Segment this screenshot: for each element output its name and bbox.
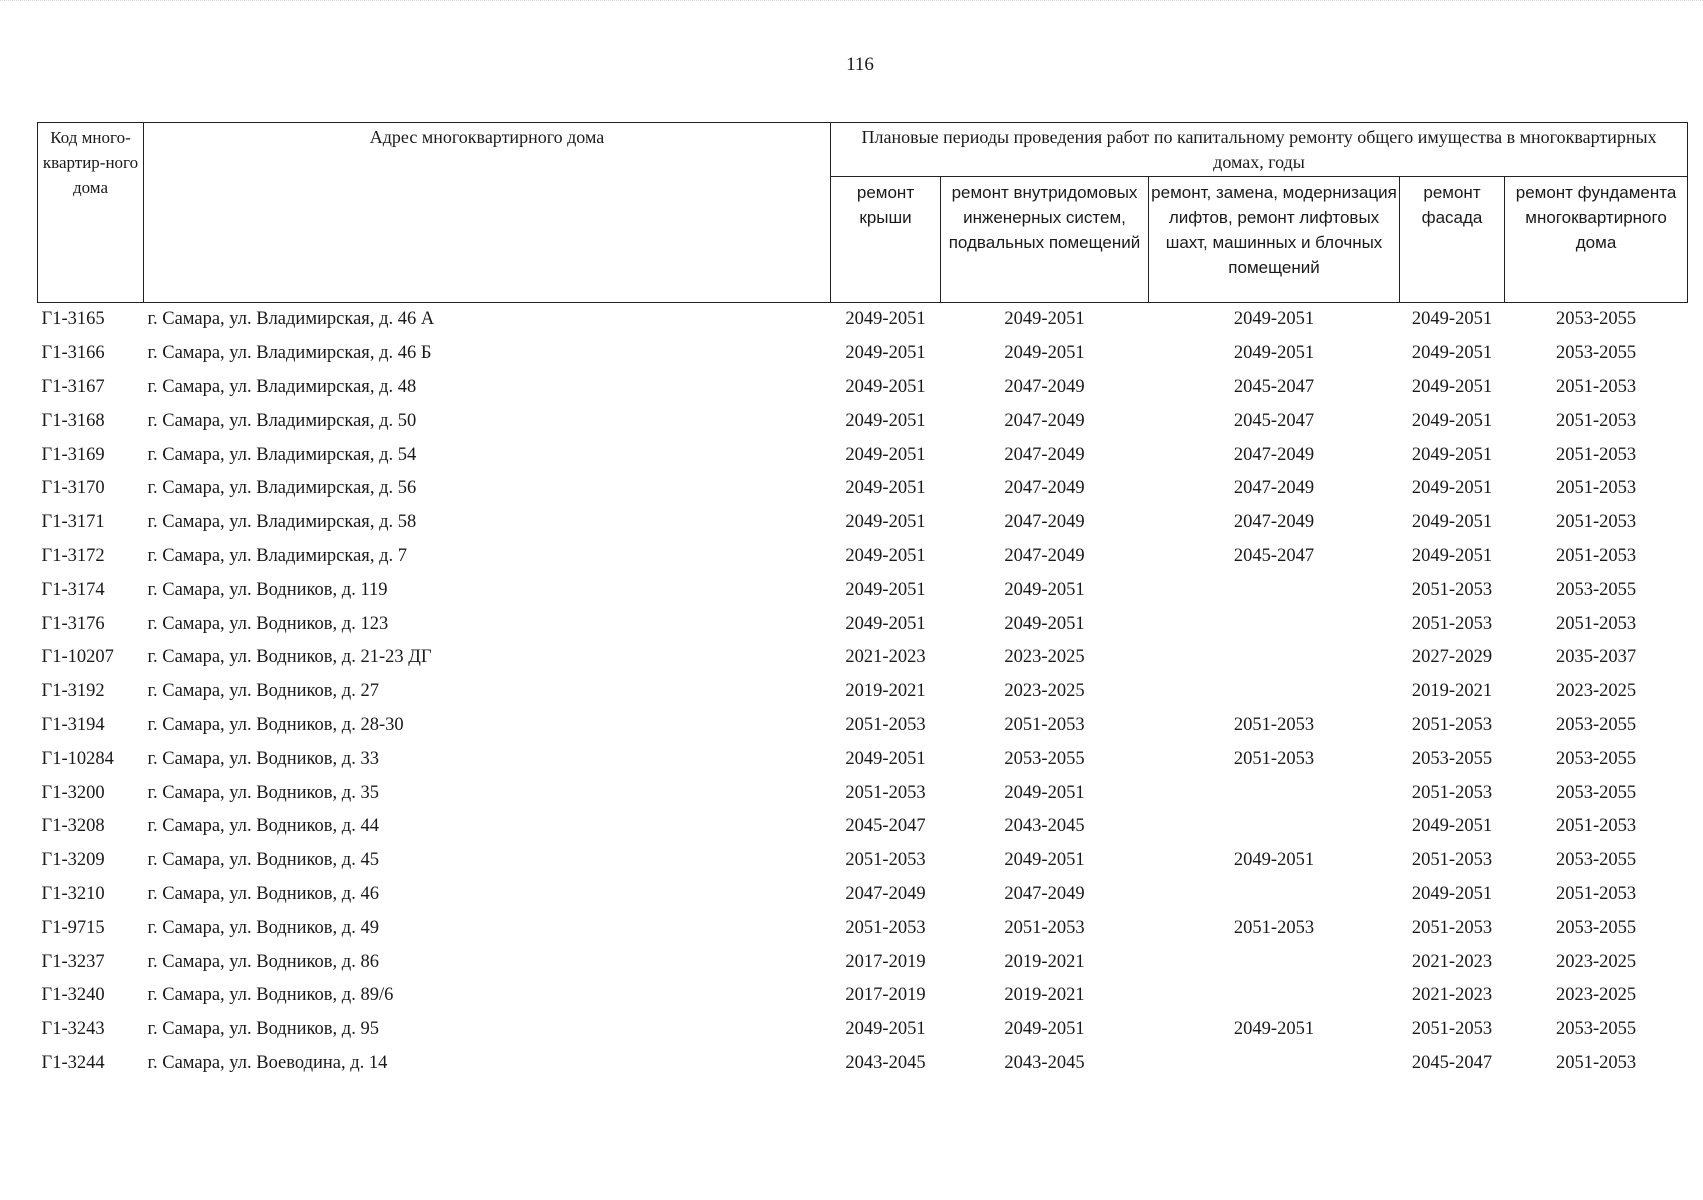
table-row: [38, 607, 1688, 641]
row-roof: 2017-2019: [845, 985, 926, 1006]
row-engineering: 2019-2021: [1004, 985, 1085, 1006]
row-engineering: 2049-2051: [1004, 309, 1085, 330]
header-periods-group: Плановые периоды проведения работ по капитальному ремонту общего имущества в многоквартирных домах, годы: [831, 123, 1688, 177]
row-elevators: [1149, 573, 1400, 607]
row-foundation: 2023-2025: [1555, 681, 1637, 702]
row-code: Г1-10284: [41, 748, 114, 769]
row-engineering: 2047-2049: [1004, 883, 1085, 904]
row-roof: 2051-2053: [845, 714, 926, 735]
row-elevators: [1149, 878, 1400, 912]
row-facade: 2049-2051: [1411, 545, 1493, 566]
table-row: [38, 1047, 1688, 1081]
row-roof: 2049-2051: [845, 376, 926, 397]
row-address: г. Самара, ул. Водников, д. 46: [147, 883, 379, 904]
row-elevators: [1149, 945, 1400, 979]
row-elevators: 2051-2053: [1233, 748, 1315, 769]
row-code: Г1-3168: [41, 410, 105, 431]
table-row: [38, 878, 1688, 912]
row-roof: 2017-2019: [845, 951, 926, 972]
header-engineering: ремонт внутридомовых инженерных систем, подвальных помещений: [941, 177, 1149, 303]
row-foundation: 2053-2055: [1555, 782, 1637, 803]
row-roof: 2049-2051: [845, 748, 926, 769]
row-elevators: [1149, 810, 1400, 844]
table-body: [38, 303, 1688, 1081]
row-code: Г1-3170: [41, 478, 105, 499]
row-address: г. Самара, ул. Водников, д. 44: [147, 816, 379, 837]
row-code: Г1-3240: [41, 985, 105, 1006]
header-address: Адрес многоквартирного дома: [144, 123, 831, 303]
row-facade: 2049-2051: [1411, 410, 1493, 431]
row-address: г. Самара, ул. Владимирская, д. 58: [147, 512, 417, 533]
row-roof: 2051-2053: [845, 782, 926, 803]
row-facade: 2051-2053: [1411, 1019, 1493, 1040]
row-roof: 2043-2045: [845, 1052, 926, 1073]
page-number: 116: [846, 54, 874, 75]
row-engineering: 2049-2051: [1004, 850, 1085, 871]
table-row: [38, 709, 1688, 743]
row-engineering: 2051-2053: [1004, 917, 1085, 938]
header-roof: ремонт крыши: [831, 177, 941, 303]
row-engineering: 2019-2021: [1004, 951, 1085, 972]
row-foundation: 2051-2053: [1555, 410, 1637, 431]
row-facade: 2027-2029: [1411, 647, 1493, 668]
row-elevators: 2045-2047: [1233, 410, 1315, 431]
row-roof: 2049-2051: [845, 478, 926, 499]
row-foundation: 2053-2055: [1555, 579, 1637, 600]
row-facade: 2051-2053: [1411, 917, 1493, 938]
table-header: [38, 123, 1688, 303]
row-address: г. Самара, ул. Владимирская, д. 54: [147, 444, 417, 465]
row-elevators: 2049-2051: [1233, 850, 1315, 871]
row-code: Г1-3174: [41, 579, 105, 600]
table-row: [38, 844, 1688, 878]
table-row: [38, 506, 1688, 540]
row-code: Г1-3165: [41, 309, 105, 330]
repair-schedule-table: [37, 122, 1688, 1080]
row-engineering: 2049-2051: [1004, 579, 1085, 600]
row-foundation: 2053-2055: [1555, 850, 1637, 871]
row-facade: 2051-2053: [1411, 714, 1493, 735]
row-code: Г1-3171: [41, 512, 105, 533]
table-row: [38, 472, 1688, 506]
row-elevators: 2045-2047: [1233, 376, 1315, 397]
row-code: Г1-3176: [41, 613, 105, 634]
row-elevators: [1149, 1047, 1400, 1081]
table-row: [38, 810, 1688, 844]
row-engineering: 2047-2049: [1004, 545, 1085, 566]
row-elevators: [1149, 641, 1400, 675]
row-engineering: 2043-2045: [1004, 816, 1085, 837]
row-facade: 2049-2051: [1411, 512, 1493, 533]
row-address: г. Самара, ул. Водников, д. 86: [147, 951, 379, 972]
row-foundation: 2035-2037: [1555, 647, 1637, 668]
row-facade: 2021-2023: [1411, 951, 1493, 972]
row-elevators: [1149, 979, 1400, 1013]
row-roof: 2021-2023: [845, 647, 926, 668]
row-facade: 2049-2051: [1411, 444, 1493, 465]
row-address: г. Самара, ул. Владимирская, д. 46 А: [147, 309, 435, 330]
table-row: [38, 438, 1688, 472]
row-engineering: 2043-2045: [1004, 1052, 1085, 1073]
header-code: Код много-квартир-ного дома: [38, 123, 144, 303]
table-row: [38, 404, 1688, 438]
row-roof: 2049-2051: [845, 343, 926, 364]
table-row: [38, 776, 1688, 810]
row-engineering: 2051-2053: [1004, 714, 1085, 735]
row-elevators: 2047-2049: [1233, 512, 1315, 533]
row-facade: 2049-2051: [1411, 376, 1493, 397]
row-engineering: 2049-2051: [1004, 782, 1085, 803]
row-code: Г1-3208: [41, 816, 105, 837]
row-address: г. Самара, ул. Водников, д. 33: [147, 748, 379, 769]
row-code: Г1-3237: [41, 951, 105, 972]
row-roof: 2019-2021: [845, 681, 926, 702]
row-foundation: 2053-2055: [1555, 309, 1637, 330]
row-address: г. Самара, ул. Владимирская, д. 50: [147, 410, 417, 431]
table-row: [38, 675, 1688, 709]
row-facade: 2053-2055: [1411, 748, 1493, 769]
row-elevators: [1149, 607, 1400, 641]
row-code: Г1-3194: [41, 714, 105, 735]
scan-edge-artifact: [0, 0, 1703, 7]
row-address: г. Самара, ул. Водников, д. 28-30: [147, 714, 404, 735]
row-address: г. Самара, ул. Владимирская, д. 56: [147, 478, 417, 499]
row-engineering: 2049-2051: [1004, 613, 1085, 634]
row-code: Г1-3210: [41, 883, 105, 904]
row-foundation: 2023-2025: [1555, 951, 1637, 972]
header-foundation: ремонт фундамента многоквартирного дома: [1505, 177, 1688, 303]
row-foundation: 2023-2025: [1555, 985, 1637, 1006]
row-address: г. Самара, ул. Водников, д. 49: [147, 917, 379, 938]
row-elevators: 2049-2051: [1233, 1019, 1315, 1040]
row-engineering: 2049-2051: [1004, 343, 1085, 364]
row-elevators: 2051-2053: [1233, 917, 1315, 938]
table-row: [38, 742, 1688, 776]
row-roof: 2047-2049: [845, 883, 926, 904]
row-facade: 2019-2021: [1411, 681, 1493, 702]
row-engineering: 2049-2051: [1004, 1019, 1085, 1040]
row-address: г. Самара, ул. Владимирская, д. 48: [147, 376, 417, 397]
row-address: г. Самара, ул. Водников, д. 27: [147, 681, 379, 702]
row-foundation: 2053-2055: [1555, 917, 1637, 938]
row-foundation: 2053-2055: [1555, 714, 1637, 735]
row-foundation: 2053-2055: [1555, 748, 1637, 769]
row-address: г. Самара, ул. Водников, д. 95: [147, 1019, 379, 1040]
row-code: Г1-10207: [41, 647, 114, 668]
row-foundation: 2053-2055: [1555, 1019, 1637, 1040]
row-code: Г1-9715: [41, 917, 105, 938]
row-foundation: 2051-2053: [1555, 376, 1637, 397]
row-elevators: 2049-2051: [1233, 309, 1315, 330]
row-code: Г1-3243: [41, 1019, 105, 1040]
row-elevators: 2047-2049: [1233, 478, 1315, 499]
row-elevators: 2049-2051: [1233, 343, 1315, 364]
table-row: [38, 337, 1688, 371]
row-code: Г1-3244: [41, 1052, 105, 1073]
row-address: г. Самара, ул. Владимирская, д. 7: [147, 545, 407, 566]
row-roof: 2049-2051: [845, 613, 926, 634]
row-roof: 2049-2051: [845, 1019, 926, 1040]
row-facade: 2051-2053: [1411, 782, 1493, 803]
row-elevators: [1149, 675, 1400, 709]
row-foundation: 2051-2053: [1555, 478, 1637, 499]
row-address: г. Самара, ул. Воеводина, д. 14: [147, 1052, 388, 1073]
row-elevators: 2051-2053: [1233, 714, 1315, 735]
row-roof: 2045-2047: [845, 816, 926, 837]
row-foundation: 2051-2053: [1555, 1052, 1637, 1073]
row-facade: 2049-2051: [1411, 816, 1493, 837]
row-code: Г1-3200: [41, 782, 105, 803]
row-code: Г1-3192: [41, 681, 105, 702]
row-engineering: 2047-2049: [1004, 478, 1085, 499]
row-address: г. Самара, ул. Водников, д. 89/6: [147, 985, 394, 1006]
row-address: г. Самара, ул. Водников, д. 123: [147, 613, 389, 634]
row-code: Г1-3167: [41, 376, 105, 397]
row-foundation: 2051-2053: [1555, 545, 1637, 566]
row-foundation: 2053-2055: [1555, 343, 1637, 364]
table-row: [38, 641, 1688, 675]
table-row: [38, 945, 1688, 979]
row-facade: 2049-2051: [1411, 883, 1493, 904]
row-engineering: 2023-2025: [1004, 681, 1085, 702]
row-roof: 2049-2051: [845, 579, 926, 600]
row-engineering: 2023-2025: [1004, 647, 1085, 668]
row-engineering: 2047-2049: [1004, 444, 1085, 465]
row-elevators: [1149, 776, 1400, 810]
row-roof: 2049-2051: [845, 512, 926, 533]
row-facade: 2051-2053: [1411, 850, 1493, 871]
row-facade: 2051-2053: [1411, 613, 1493, 634]
row-foundation: 2051-2053: [1555, 613, 1637, 634]
row-address: г. Самара, ул. Водников, д. 35: [147, 782, 379, 803]
row-code: Г1-3172: [41, 545, 105, 566]
row-facade: 2021-2023: [1411, 985, 1493, 1006]
row-roof: 2049-2051: [845, 444, 926, 465]
row-foundation: 2051-2053: [1555, 883, 1637, 904]
row-engineering: 2047-2049: [1004, 410, 1085, 431]
row-engineering: 2053-2055: [1004, 748, 1085, 769]
row-facade: 2049-2051: [1411, 309, 1493, 330]
row-foundation: 2051-2053: [1555, 444, 1637, 465]
row-address: г. Самара, ул. Водников, д. 119: [147, 579, 388, 600]
row-facade: 2049-2051: [1411, 343, 1493, 364]
table-row: [38, 303, 1688, 337]
row-facade: 2051-2053: [1411, 579, 1493, 600]
row-address: г. Самара, ул. Водников, д. 45: [147, 850, 379, 871]
row-address: г. Самара, ул. Водников, д. 21-23 ДГ: [147, 647, 432, 668]
table-row: [38, 1013, 1688, 1047]
table-row: [38, 573, 1688, 607]
row-facade: 2045-2047: [1411, 1052, 1493, 1073]
row-engineering: 2047-2049: [1004, 512, 1085, 533]
table-row: [38, 540, 1688, 574]
row-roof: 2051-2053: [845, 850, 926, 871]
row-code: Г1-3209: [41, 850, 105, 871]
row-roof: 2049-2051: [845, 410, 926, 431]
row-elevators: 2045-2047: [1233, 545, 1315, 566]
table-row: [38, 371, 1688, 405]
row-roof: 2049-2051: [845, 545, 926, 566]
table-row: [38, 911, 1688, 945]
header-facade: ремонт фасада: [1400, 177, 1505, 303]
row-address: г. Самара, ул. Владимирская, д. 46 Б: [147, 343, 432, 364]
row-roof: 2049-2051: [845, 309, 926, 330]
row-foundation: 2051-2053: [1555, 512, 1637, 533]
header-elevators: ремонт, замена, модернизация лифтов, ремонт лифтовых шахт, машинных и блочных помещений: [1149, 177, 1400, 303]
row-roof: 2051-2053: [845, 917, 926, 938]
row-code: Г1-3166: [41, 343, 105, 364]
row-elevators: 2047-2049: [1233, 444, 1315, 465]
row-code: Г1-3169: [41, 444, 105, 465]
row-facade: 2049-2051: [1411, 478, 1493, 499]
table-row: [38, 979, 1688, 1013]
row-foundation: 2051-2053: [1555, 816, 1637, 837]
row-engineering: 2047-2049: [1004, 376, 1085, 397]
